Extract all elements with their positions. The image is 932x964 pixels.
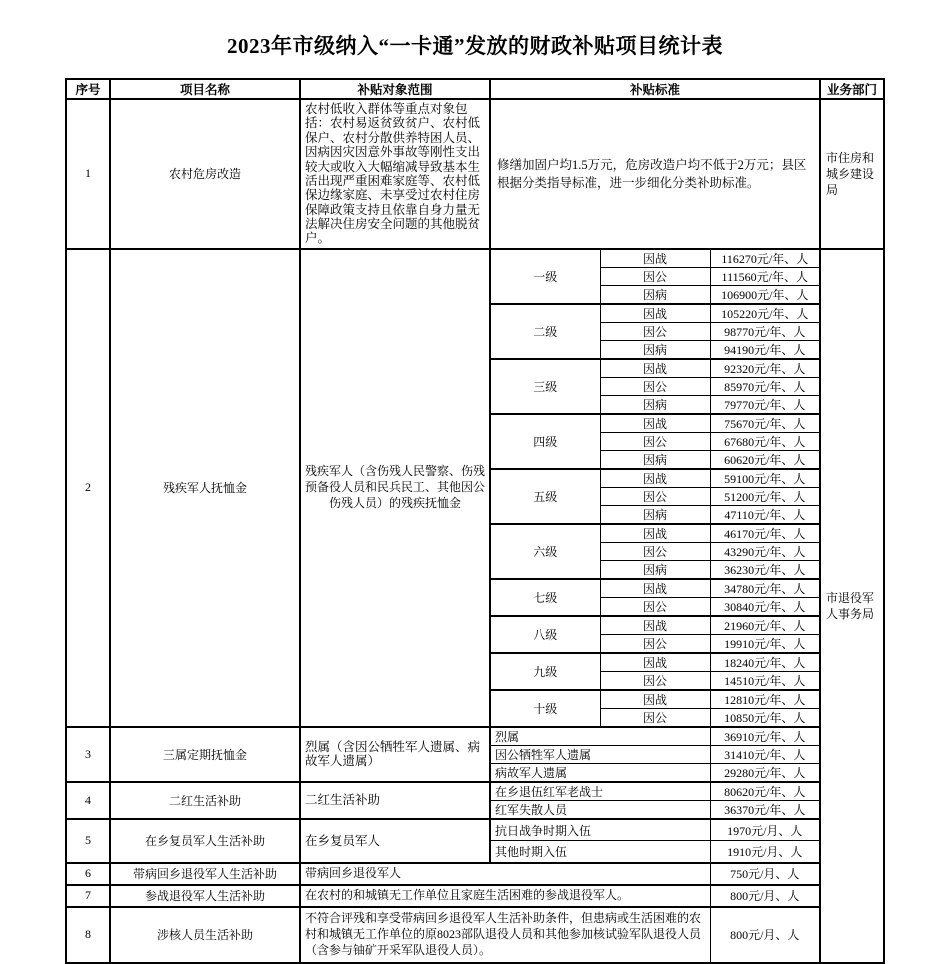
cause-cell: 因公	[600, 634, 710, 653]
cause-cell: 因公	[600, 377, 710, 395]
scope-cell: 在乡复员军人	[300, 819, 490, 863]
cause-cell: 因战	[600, 616, 710, 635]
project-name-cell: 三属定期抚恤金	[110, 727, 300, 782]
cause-cell: 因公	[600, 487, 710, 505]
cause-cell: 因战	[600, 304, 710, 323]
amount-cell: 85970元/年、人	[710, 377, 820, 395]
project-name-cell: 参战退役军人生活补助	[110, 885, 300, 907]
amount-cell: 31410元/年、人	[710, 745, 820, 763]
cause-cell: 因战	[600, 249, 710, 268]
amount-cell: 750元/月、人	[710, 863, 820, 885]
amount-cell: 18240元/年、人	[710, 653, 820, 672]
cause-cell: 因战	[600, 359, 710, 378]
table-body	[66, 99, 884, 963]
department-cell: 市住房和城乡建设局	[820, 99, 884, 249]
scope-cell: 二红生活补助	[300, 782, 490, 819]
header-standard: 补贴标准	[490, 79, 820, 99]
cause-cell: 因病	[600, 395, 710, 414]
level-cell: 四级	[490, 414, 600, 469]
serial-cell: 8	[66, 907, 110, 963]
amount-cell: 92320元/年、人	[710, 359, 820, 378]
amount-cell: 75670元/年、人	[710, 414, 820, 433]
cause-cell: 因病	[600, 560, 710, 579]
amount-cell: 36910元/年、人	[710, 727, 820, 746]
cause-cell: 因病	[600, 450, 710, 469]
scope-cell: 残疾军人（含伤残人民警察、伤残预备役人员和民兵民工、其他因公伤残人员）的残疾抚恤金	[300, 249, 490, 727]
amount-cell: 80620元/年、人	[710, 782, 820, 801]
amount-cell: 1970元/月、人	[710, 819, 820, 841]
header-serial: 序号	[66, 79, 110, 99]
cause-cell: 因战	[600, 524, 710, 543]
page-title: 2023年市级纳入“一卡通”发放的财政补贴项目统计表	[227, 34, 723, 58]
amount-cell: 36230元/年、人	[710, 560, 820, 579]
serial-cell: 5	[66, 819, 110, 863]
project-name-cell: 农村危房改造	[110, 99, 300, 249]
category-cell: 抗日战争时期入伍	[490, 819, 710, 841]
amount-cell: 12810元/年、人	[710, 690, 820, 709]
level-cell: 五级	[490, 469, 600, 524]
amount-cell: 19910元/年、人	[710, 634, 820, 653]
amount-cell: 1910元/月、人	[710, 841, 820, 863]
header-row	[66, 79, 884, 99]
cause-cell: 因公	[600, 708, 710, 727]
serial-cell: 7	[66, 885, 110, 907]
cause-cell: 因战	[600, 579, 710, 598]
scope-cell: 烈属（含因公牺牲军人遗属、病故军人遗属）	[300, 727, 490, 782]
scope-cell: 在农村的和城镇无工作单位且家庭生活困难的参战退役军人。	[300, 885, 710, 907]
serial-cell: 1	[66, 99, 110, 249]
serial-cell: 6	[66, 863, 110, 885]
table-row	[66, 782, 884, 801]
amount-cell: 67680元/年、人	[710, 432, 820, 450]
amount-cell: 111560元/年、人	[710, 267, 820, 285]
cause-cell: 因公	[600, 432, 710, 450]
category-cell: 在乡退伍红军老战士	[490, 782, 710, 801]
amount-cell: 34780元/年、人	[710, 579, 820, 598]
table-row	[66, 99, 884, 249]
level-cell: 九级	[490, 653, 600, 690]
table-header	[66, 79, 884, 99]
amount-cell: 59100元/年、人	[710, 469, 820, 488]
serial-cell: 3	[66, 727, 110, 782]
table-row	[66, 863, 884, 885]
amount-cell: 43290元/年、人	[710, 542, 820, 560]
amount-cell: 800元/月、人	[710, 885, 820, 907]
amount-cell: 60620元/年、人	[710, 450, 820, 469]
table-row	[66, 819, 884, 841]
amount-cell: 79770元/年、人	[710, 395, 820, 414]
level-cell: 十级	[490, 690, 600, 727]
amount-cell: 116270元/年、人	[710, 249, 820, 268]
header-department: 业务部门	[820, 79, 884, 99]
level-cell: 八级	[490, 616, 600, 653]
level-cell: 一级	[490, 249, 600, 304]
amount-cell: 105220元/年、人	[710, 304, 820, 323]
amount-cell: 47110元/年、人	[710, 505, 820, 524]
amount-cell: 98770元/年、人	[710, 322, 820, 340]
table-row	[66, 907, 884, 963]
cause-cell: 因公	[600, 671, 710, 690]
category-cell: 其他时期入伍	[490, 841, 710, 863]
amount-cell: 94190元/年、人	[710, 340, 820, 359]
serial-cell: 4	[66, 782, 110, 819]
subsidy-table	[65, 78, 885, 964]
standard-cell: 修缮加固户均1.5万元，危房改造户均不低于2万元；县区根据分类指导标准，进一步细化分类补助标准。	[490, 99, 820, 249]
amount-cell: 14510元/年、人	[710, 671, 820, 690]
level-cell: 三级	[490, 359, 600, 414]
project-name-cell: 二红生活补助	[110, 782, 300, 819]
level-cell: 七级	[490, 579, 600, 616]
scope-cell: 农村低收入群体等重点对象包括：农村易返贫致贫户、农村低保户、农村分散供养特困人员、因病因灾因意外事故等刚性支出较大或收入大幅缩减导致基本生活出现严重困难家庭等、农村低保边缘家庭、未享受过农村住房保障政策支持且依靠自身力量无法解决住房安全问题的其他脱贫户。	[300, 99, 490, 249]
header-scope: 补贴对象范围	[300, 79, 490, 99]
project-name-cell: 残疾军人抚恤金	[110, 249, 300, 727]
amount-cell: 106900元/年、人	[710, 285, 820, 304]
category-cell: 因公牺牲军人遗属	[490, 745, 710, 763]
cause-cell: 因战	[600, 653, 710, 672]
department-cell: 市退役军人事务局	[820, 249, 884, 963]
amount-cell: 51200元/年、人	[710, 487, 820, 505]
project-name-cell: 带病回乡退役军人生活补助	[110, 863, 300, 885]
amount-cell: 29280元/年、人	[710, 763, 820, 782]
amount-cell: 10850元/年、人	[710, 708, 820, 727]
project-name-cell: 涉核人员生活补助	[110, 907, 300, 963]
cause-cell: 因病	[600, 285, 710, 304]
amount-cell: 30840元/年、人	[710, 597, 820, 616]
category-cell: 病故军人遗属	[490, 763, 710, 782]
cause-cell: 因公	[600, 542, 710, 560]
category-cell: 红军失散人员	[490, 800, 710, 819]
header-project-name: 项目名称	[110, 79, 300, 99]
serial-cell: 2	[66, 249, 110, 727]
cause-cell: 因战	[600, 469, 710, 488]
amount-cell: 800元/月、人	[710, 907, 820, 963]
cause-cell: 因战	[600, 690, 710, 709]
table-row	[66, 727, 884, 746]
cause-cell: 因病	[600, 505, 710, 524]
scope-cell: 不符合评残和享受带病回乡退役军人生活补助条件，但患病或生活困难的农村和城镇无工作单位的原8023部队退役人员和其他参加核试验军队退役人员（含参与铀矿开采军队退役人员）。	[300, 907, 710, 963]
amount-cell: 21960元/年、人	[710, 616, 820, 635]
project-name-cell: 在乡复员军人生活补助	[110, 819, 300, 863]
cause-cell: 因病	[600, 340, 710, 359]
amount-cell: 46170元/年、人	[710, 524, 820, 543]
table-row	[66, 249, 884, 268]
level-cell: 六级	[490, 524, 600, 579]
amount-cell: 36370元/年、人	[710, 800, 820, 819]
table-row	[66, 885, 884, 907]
cause-cell: 因公	[600, 267, 710, 285]
cause-cell: 因公	[600, 597, 710, 616]
level-cell: 二级	[490, 304, 600, 359]
cause-cell: 因公	[600, 322, 710, 340]
category-cell: 烈属	[490, 727, 710, 746]
scope-cell: 带病回乡退役军人	[300, 863, 710, 885]
cause-cell: 因战	[600, 414, 710, 433]
